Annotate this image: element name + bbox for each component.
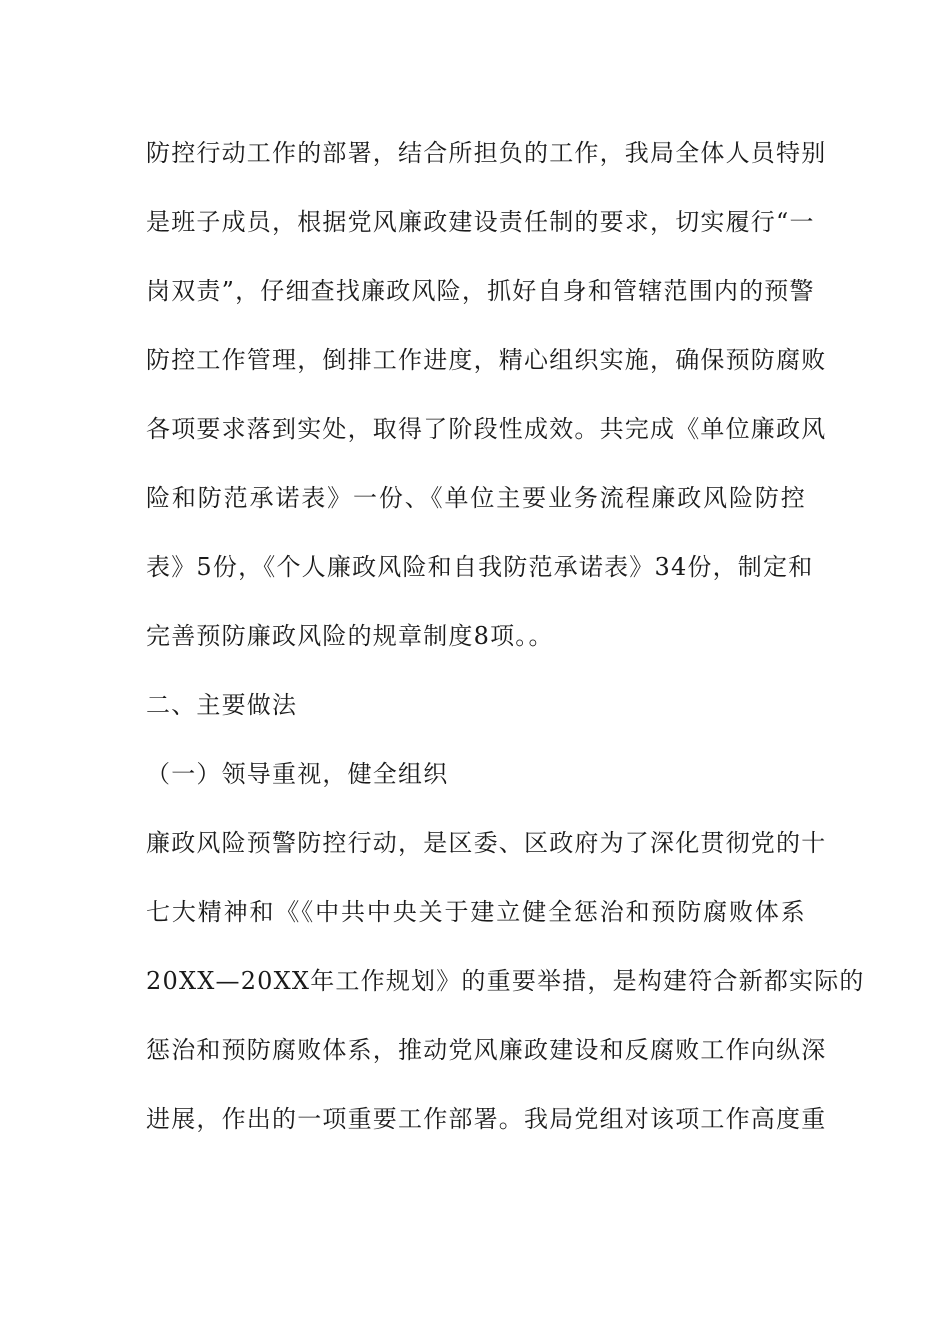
paragraph-line-12: 惩治和预防腐败体系，推动党风廉政建设和反腐败工作向纵深: [146, 1036, 827, 1064]
paragraph-line-9: 廉政风险预警防控行动，是区委、区政府为了深化贯彻党的十: [146, 829, 827, 857]
paragraph-line-11: 20XX—20XX年工作规划》的重要举措，是构建符合新都实际的: [146, 967, 865, 995]
paragraph-line-7: 表》5份，《个人廉政风险和自我防范承诺表》34份，制定和: [146, 553, 814, 581]
paragraph-line-13: 进展，作出的一项重要工作部署。我局党组对该项工作高度重: [146, 1105, 827, 1133]
section-heading: 二、主要做法: [146, 691, 298, 719]
paragraph-line-2: 是班子成员，根据党风廉政建设责任制的要求，切实履行“一: [146, 208, 815, 236]
paragraph-line-10: 七大精神和《《中共中央关于建立健全惩治和预防腐败体系: [146, 898, 806, 926]
paragraph-line-6: 险和防范承诺表》一份、《单位主要业务流程廉政风险防控: [146, 484, 806, 512]
subsection-heading: （一）领导重视，健全组织: [146, 760, 449, 788]
paragraph-line-5: 各项要求落到实处，取得了阶段性成效。共完成《单位廉政风: [146, 415, 827, 443]
paragraph-line-3: 岗双责”，仔细查找廉政风险，抓好自身和管辖范围内的预警: [146, 277, 815, 305]
paragraph-line-8: 完善预防廉政风险的规章制度8项。。: [146, 622, 554, 650]
paragraph-line-1: 防控行动工作的部署，结合所担负的工作，我局全体人员特别: [146, 139, 827, 167]
paragraph-line-4: 防控工作管理，倒排工作进度，精心组织实施，确保预防腐败: [146, 346, 827, 374]
